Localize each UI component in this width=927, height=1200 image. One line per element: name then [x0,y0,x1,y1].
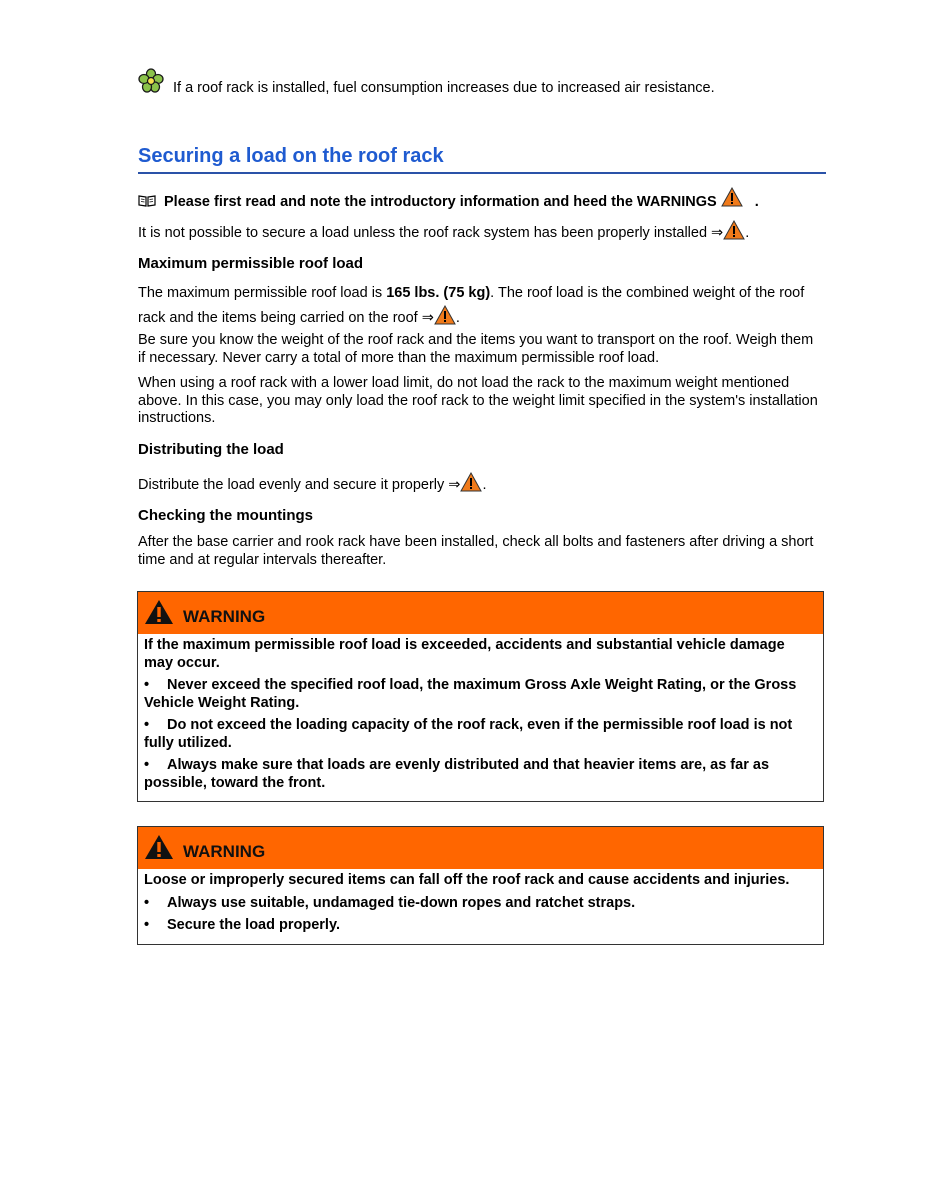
distributing-heading: Distributing the load [138,441,284,458]
warning-header [138,592,823,634]
warning-item-text: Always make sure that loads are evenly distributed and that heavier items are, as far as possible, toward the front. [144,757,770,791]
warning-triangle-icon[interactable] [721,187,743,207]
warning-triangle-icon[interactable] [434,305,456,325]
intro-text: Please first read and note the introductory information and heed the WARNINGS [164,194,717,210]
max-load-paragraph [138,281,818,330]
eco-tip-text: If a roof rack is installed, fuel consumption increases due to increased air resistance. [173,80,715,96]
max-load-pre: The maximum permissible roof load is [138,285,387,301]
bullet: • [144,717,150,733]
bullet: • [144,677,150,693]
warning-item [144,757,817,792]
install-note [138,220,818,243]
max-load-heading: Maximum permissible roof load [138,255,364,272]
mountings-paragraph: After the base carrier and rook rack have been installed, check all bolts and fasteners after driving a short time and at regular intervals thereafter. [138,534,814,568]
warning-label: WARNING [183,842,266,861]
warning-header [138,827,823,869]
warning-item-text: Always use suitable, undamaged tie-down ropes and ratchet straps. [167,894,636,911]
section-title: Securing a load on the roof rack [138,145,826,174]
warning-body [138,869,823,944]
warning-box-loose-items [137,826,824,945]
bullet: • [144,917,150,933]
bullet: • [144,894,150,911]
warning-item [144,677,817,712]
warning-box-roof-load [137,591,824,802]
warning-item-text: Secure the load properly. [167,917,340,933]
warning-item [144,895,817,913]
book-icon [138,195,156,207]
warning-lead: Loose or improperly secured items can fall off the roof rack and cause accidents and injuries. [144,872,790,888]
warning-triangle-icon [144,834,174,860]
distributing-paragraph [138,472,818,495]
warning-label: WARNING [183,607,266,626]
mountings-heading: Checking the mountings [138,507,314,524]
warning-triangle-icon[interactable] [460,472,482,492]
eco-flower-icon [138,68,164,94]
max-load-post: . The roof load is the combined weight of the roof rack and the items being carried on the roof ⇒ [138,285,805,326]
weight-check-paragraph: Be sure you know the weight of the roof rack and the items you want to transport on the roof. Weigh them if necessary. Never carry a total of more than the maximum permissible roof load. [138,332,814,366]
warning-triangle-icon [144,599,174,625]
warning-item-text: Never exceed the specified roof load, the maximum Gross Axle Weight Rating, or the Gross Vehicle Weight Rating. [144,677,797,711]
warning-list [144,677,817,792]
install-note-text: It is not possible to secure a load unless the roof rack system has been properly installed ⇒ [138,225,724,241]
bullet: • [144,757,150,773]
lower-limit-paragraph: When using a roof rack with a lower load limit, do not load the rack to the maximum weight mentioned above. In this case, you may only load the roof rack to the weight limit specified in the system's installation instructions. [138,375,818,426]
intro-note [138,187,828,210]
warning-list [144,895,817,935]
intro-suffix: . [754,194,759,210]
distributing-end: . [482,477,487,493]
max-load-end: . [455,310,460,326]
max-load-value: 165 lbs. (75 kg) [386,285,491,301]
distributing-text: Distribute the load evenly and secure it properly ⇒ [138,477,461,493]
install-note-end: . [745,225,750,241]
warning-triangle-icon[interactable] [723,220,745,240]
warning-lead: If the maximum permissible roof load is exceeded, accidents and substantial vehicle damage may occur. [144,637,785,671]
warning-item [144,917,817,935]
warning-item-text: Do not exceed the loading capacity of the roof rack, even if the permissible roof load is not fully utilized. [144,717,793,751]
warning-body [138,634,823,801]
warning-item [144,717,817,752]
